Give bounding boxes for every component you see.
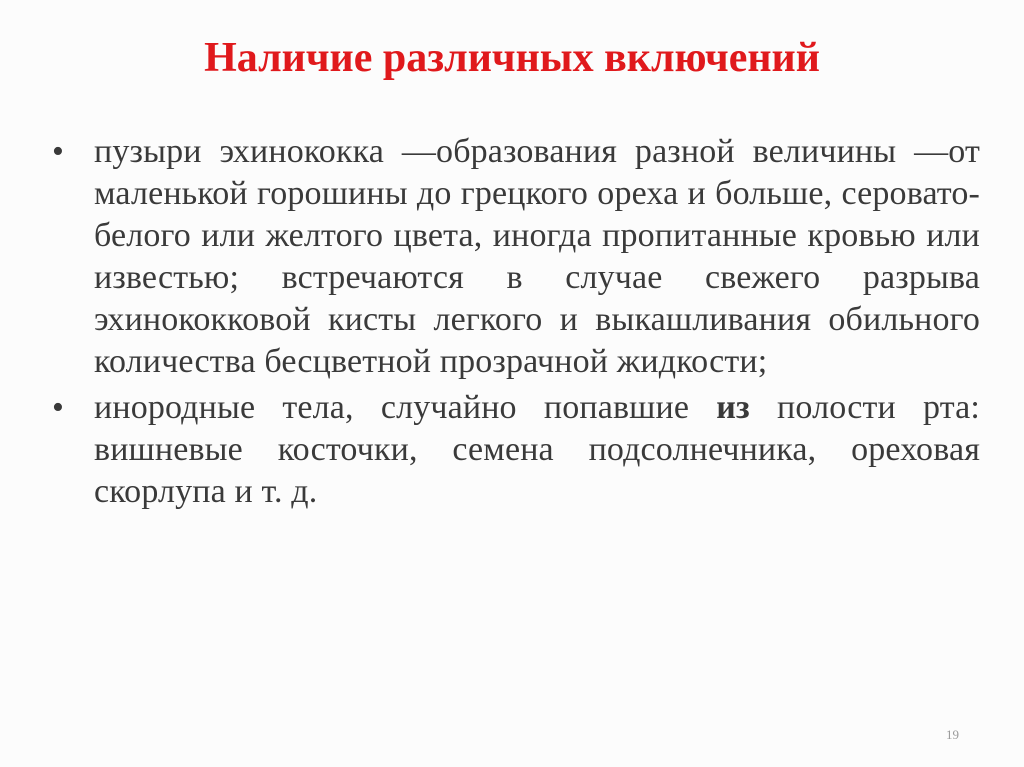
bullet-text-part: полости рта: вишневые косточки, семена подсолнечника, ореховая скорлупа и т. д. (94, 389, 980, 510)
bullet-text (94, 387, 980, 513)
bullet-list (52, 131, 980, 517)
bullet-text-bold-part: из (716, 389, 750, 426)
bullet-text-part: инородные тела, случайно попавшие (94, 389, 717, 426)
bullet-text: пузыри эхинококка —образования разной величины —от маленькой горошины до грецкого ореха и больше, серовато- белого или желтого цвета, иногда пропитанные кровью или известью; встречаются в случае свежего разрыва эхинококковой кисты легкого и выкашливания обильного количества бесцветной прозрачной жидкости; (94, 133, 980, 380)
bullet-item-echinococcus (52, 131, 980, 383)
bullet-marker: • (52, 389, 64, 426)
slide-title: Наличие различных включений (204, 35, 820, 81)
bullet-marker: • (52, 133, 64, 170)
page-number: 19 (946, 727, 959, 742)
bullet-item-foreign-bodies (52, 387, 980, 513)
